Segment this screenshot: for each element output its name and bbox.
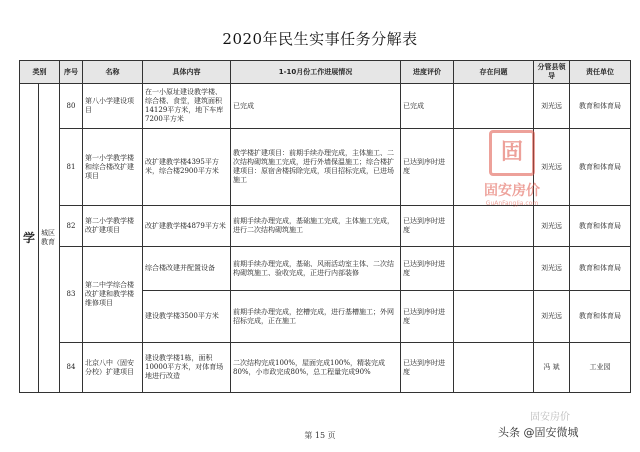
category-cell: 学 [20, 84, 39, 393]
source-credit: 头条 @固安微城 [498, 426, 579, 439]
row-issue [454, 84, 534, 129]
row-issue [454, 206, 534, 247]
header-name: 名称 [83, 61, 143, 84]
row-content: 改扩建教学楼4395平方米，综合楼2900平方米 [143, 129, 231, 206]
row-unit: 工业园 [570, 343, 631, 393]
faint-watermark: 固安房价 [530, 412, 570, 423]
table-row [20, 247, 631, 291]
subcategory-cell: 城区教育 [39, 84, 60, 393]
header-unit: 责任单位 [570, 61, 631, 84]
row-name: 第八小学建设项目 [83, 84, 143, 129]
row-content: 建设教学楼1栋，面积10000平方米，对体育场地进行改造 [143, 343, 231, 393]
header-category: 类别 [20, 61, 60, 84]
row-progress: 前期手续办理完成，基础、风雨活动室主体、二次结构砌筑施工、验收完成，正进行内部装修 [231, 247, 401, 291]
row-no: 84 [60, 343, 83, 393]
row-progress: 前期手续办理完成，挖槽完成，进行基槽施工；外网招标完成，正在施工 [231, 291, 401, 343]
row-eval: 已完成 [401, 84, 454, 129]
row-content: 在一小原址建设教学楼、综合楼、食堂，建筑面积14129平方米，地下车库7200平方米 [143, 84, 231, 129]
row-name: 第二中学综合楼改扩建和教学楼维修项目 [83, 247, 143, 343]
watermark-url: GuAnFangJia.com [485, 200, 539, 207]
row-unit: 教育和体育局 [570, 291, 631, 343]
header-content: 具体内容 [143, 61, 231, 84]
row-progress: 二次结构完成100%，屋面完成100%，精装完成80%，小市政完成80%，总工程量完成90% [231, 343, 401, 393]
row-unit: 教育和体育局 [570, 206, 631, 247]
row-progress: 前期手续办理完成，基础施工完成，主体施工完成，进行二次结构砌筑施工 [231, 206, 401, 247]
row-leader: 刘光远 [534, 84, 570, 129]
row-progress: 教学楼扩建项目：前期手续办理完成，主体施工、二次结构砌筑施工完成，进行外墙保温施工；综合楼扩建项目：原宿舍楼拆除完成，项目招标完成，已进场施工 [231, 129, 401, 206]
row-no: 80 [60, 84, 83, 129]
row-no: 83 [60, 247, 83, 343]
row-name: 第一小学教学楼和综合楼改扩建项目 [83, 129, 143, 206]
table-row [20, 84, 631, 129]
header-leader: 分管县领导 [534, 61, 570, 84]
row-leader: 冯 斌 [534, 343, 570, 393]
table-row [20, 206, 631, 247]
row-eval: 已达到序时进度 [401, 206, 454, 247]
table-header-row [20, 61, 631, 84]
row-unit: 教育和体育局 [570, 247, 631, 291]
row-content: 综合楼改建并配置设备 [143, 247, 231, 291]
page-title: 2020年民生实事任务分解表 [222, 30, 418, 48]
row-name: 北京八中（固安分校）扩建项目 [83, 343, 143, 393]
house-logo-icon: 固 [489, 130, 535, 176]
header-issue: 存在问题 [454, 61, 534, 84]
row-eval: 已达到序时进度 [401, 343, 454, 393]
row-leader: 刘光远 [534, 247, 570, 291]
watermark-logo [467, 130, 557, 210]
table-row [20, 343, 631, 393]
row-eval: 已达到序时进度 [401, 291, 454, 343]
row-eval: 已达到序时进度 [401, 247, 454, 291]
row-no: 82 [60, 206, 83, 247]
header-eval: 进度评价 [401, 61, 454, 84]
header-no: 序号 [60, 61, 83, 84]
row-leader: 刘光远 [534, 129, 570, 206]
row-issue [454, 247, 534, 291]
watermark-text: 固安房价 [484, 183, 540, 199]
row-name: 第二小学教学楼改扩建项目 [83, 206, 143, 247]
row-leader: 刘光远 [534, 206, 570, 247]
row-no: 81 [60, 129, 83, 206]
row-progress: 已完成 [231, 84, 401, 129]
header-progress: 1-10月份工作进展情况 [231, 61, 401, 84]
row-issue [454, 291, 534, 343]
row-content: 改扩建教学楼4879平方米 [143, 206, 231, 247]
page-number: 第 15 页 [304, 431, 336, 440]
row-unit: 教育和体育局 [570, 129, 631, 206]
row-content: 建设教学楼3500平方米 [143, 291, 231, 343]
row-unit: 教育和体育局 [570, 84, 631, 129]
row-issue [454, 343, 534, 393]
task-table [19, 60, 631, 393]
row-leader: 刘光远 [534, 291, 570, 343]
row-eval: 已达到序时进度 [401, 129, 454, 206]
